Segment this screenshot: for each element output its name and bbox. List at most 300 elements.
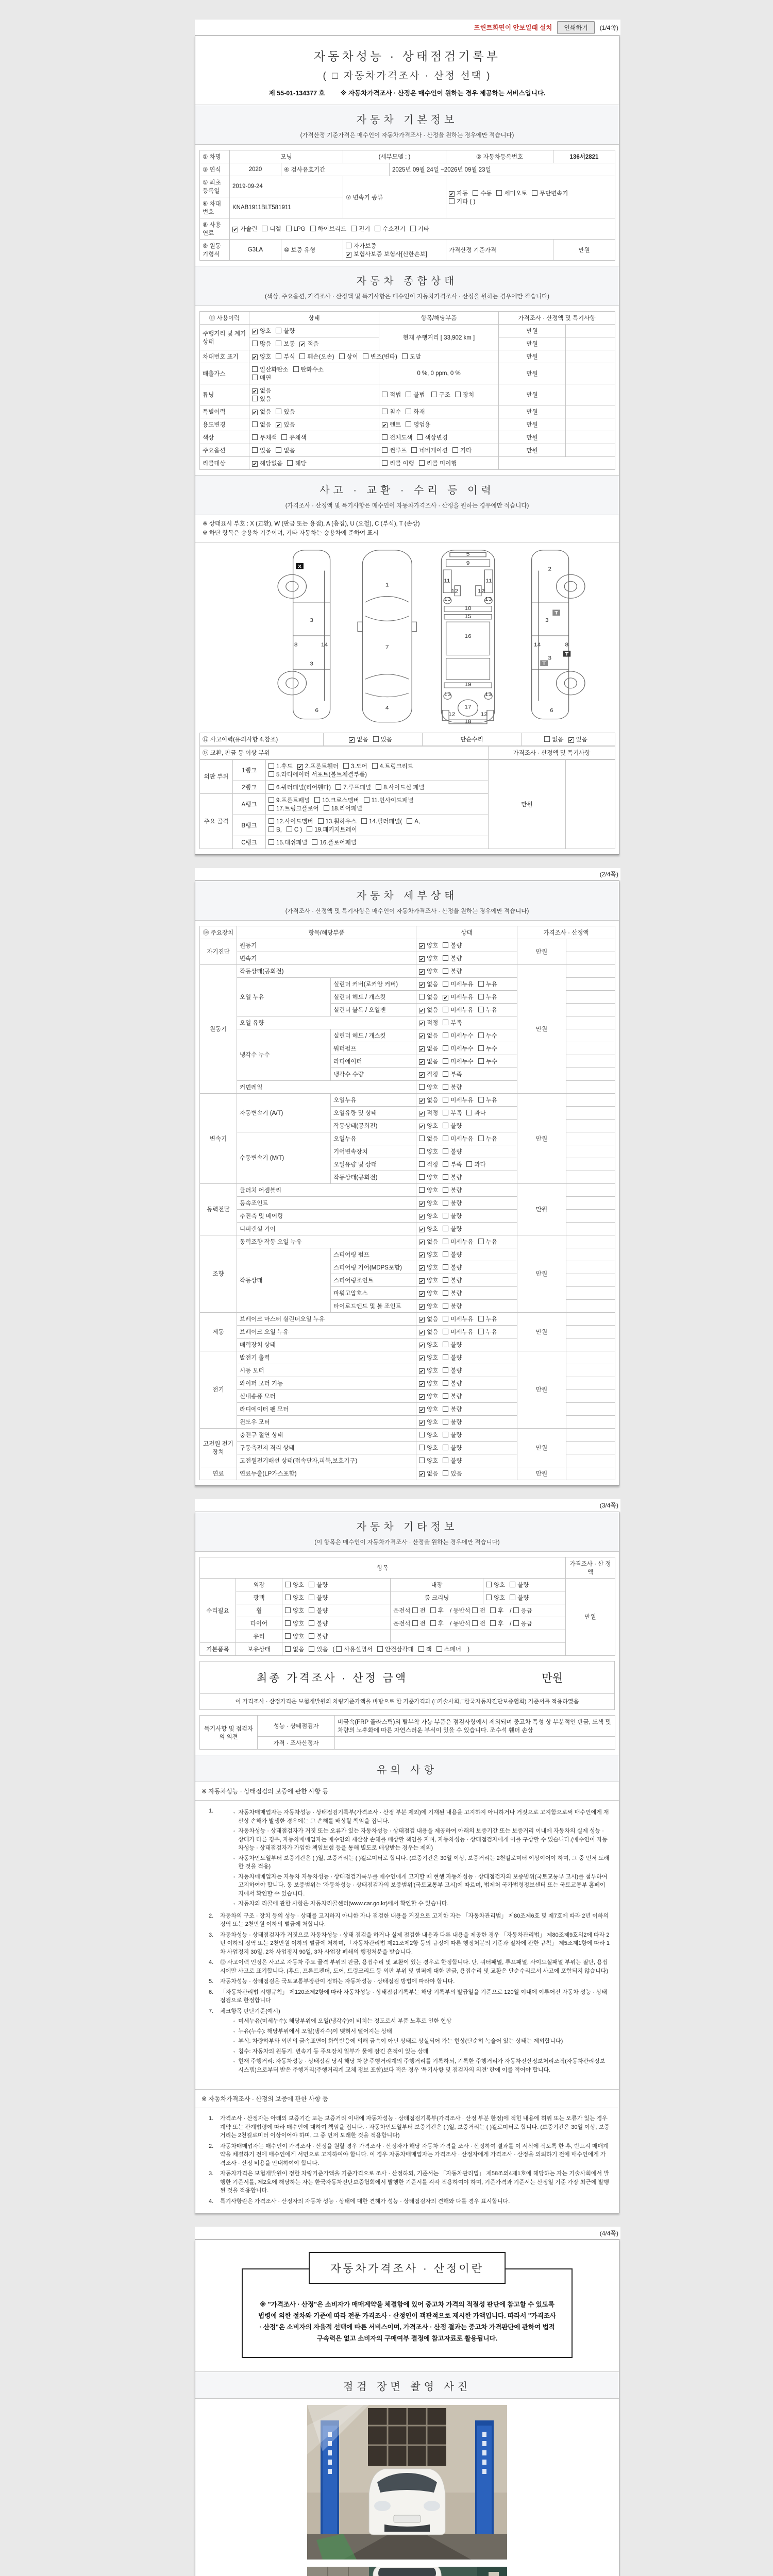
checkbox[interactable] — [466, 1110, 472, 1115]
panel-rank-table — [199, 759, 615, 849]
cell: 만원 — [517, 964, 566, 1093]
cell — [566, 1415, 615, 1428]
install-hint[interactable]: 프린트화면이 안보일때 설치 — [474, 24, 552, 31]
cell: 배력장치 상태 — [237, 1338, 416, 1351]
checkbox[interactable] — [309, 1646, 314, 1652]
checkbox[interactable] — [443, 1458, 448, 1463]
checkbox[interactable] — [443, 1045, 448, 1051]
checkbox[interactable] — [419, 1148, 425, 1154]
checkbox[interactable] — [419, 1317, 425, 1323]
checkbox[interactable] — [382, 460, 388, 466]
checkbox[interactable] — [418, 1646, 424, 1652]
checkbox[interactable] — [268, 818, 274, 824]
checkbox[interactable] — [478, 1058, 484, 1064]
checkbox[interactable] — [364, 797, 369, 803]
cell: 2020 — [230, 163, 281, 176]
cell: 오일누유 — [331, 1093, 416, 1106]
checkbox[interactable] — [544, 736, 550, 742]
checkbox[interactable] — [285, 1633, 291, 1639]
checkbox[interactable] — [382, 447, 388, 453]
checkbox[interactable] — [443, 1032, 448, 1038]
diagram-number: 5 — [466, 551, 470, 557]
cell — [566, 964, 615, 977]
checkbox[interactable] — [419, 1407, 425, 1413]
checkbox[interactable] — [346, 243, 351, 248]
cell: 룸 크리닝 — [391, 1591, 483, 1604]
checkbox[interactable] — [419, 1174, 425, 1180]
checkbox[interactable] — [363, 353, 368, 359]
checkbox[interactable] — [373, 736, 379, 742]
checkbox[interactable] — [377, 1646, 383, 1652]
checkbox[interactable] — [419, 1033, 425, 1039]
checkbox[interactable] — [410, 226, 416, 231]
svg-text:T: T — [542, 661, 546, 667]
checkbox[interactable] — [478, 1329, 484, 1334]
page-marker-1: (1/4쪽) — [599, 24, 618, 31]
checkbox[interactable] — [478, 1007, 484, 1012]
price-survey-title: 자동차가격조사 · 산정이란 — [309, 2252, 506, 2284]
checkbox[interactable] — [443, 995, 448, 1001]
checkbox[interactable] — [568, 737, 574, 743]
checkbox[interactable] — [443, 1020, 448, 1025]
checkbox[interactable] — [443, 955, 448, 961]
diagram-number: 11 — [485, 578, 492, 584]
checkbox[interactable] — [443, 1470, 448, 1476]
cell — [566, 1286, 615, 1299]
checkbox[interactable] — [478, 1239, 484, 1244]
checkbox[interactable] — [268, 763, 274, 769]
cell: ⑧ 사용 연료 — [200, 218, 230, 240]
cell: 디퍼렌셜 기어 — [237, 1222, 416, 1235]
checkbox[interactable] — [419, 1471, 425, 1477]
checkbox[interactable] — [268, 784, 274, 790]
checkbox[interactable] — [419, 1059, 425, 1065]
cell: ✔ 양호 불량 — [416, 964, 517, 977]
checkbox[interactable] — [309, 1595, 314, 1600]
checkbox[interactable] — [309, 1633, 314, 1639]
checkbox[interactable] — [307, 826, 312, 832]
cell — [499, 457, 615, 470]
checkbox[interactable] — [309, 1582, 314, 1587]
doc-number: 제 55-01-134377 호 — [268, 90, 325, 97]
checkbox[interactable] — [252, 354, 258, 360]
cell: ✔ 양호 불량 — [416, 1222, 517, 1235]
cell: ① 차명 — [200, 150, 230, 163]
cell: 라디에이터 — [331, 1055, 416, 1067]
diagram-number: 7 — [385, 644, 389, 650]
checkbox[interactable] — [372, 763, 378, 769]
checkbox[interactable] — [478, 1032, 484, 1038]
checkbox[interactable] — [287, 826, 292, 832]
page-4 — [195, 2239, 619, 2576]
checkbox[interactable] — [486, 1595, 492, 1600]
checkbox[interactable] — [412, 1607, 418, 1613]
checkbox[interactable] — [452, 447, 458, 453]
cell — [566, 1106, 615, 1119]
cell: ✔ 양호 불량 — [416, 1119, 517, 1132]
checkbox[interactable] — [443, 1354, 448, 1360]
checkbox[interactable] — [276, 328, 281, 333]
checkbox[interactable] — [276, 353, 281, 359]
checkbox[interactable] — [419, 1265, 425, 1271]
checkbox[interactable] — [443, 1303, 448, 1309]
checkbox[interactable] — [402, 353, 408, 359]
cell — [566, 444, 615, 457]
cell: 오일 누유 — [237, 977, 331, 1016]
checkbox[interactable] — [419, 969, 425, 975]
checkbox[interactable] — [478, 994, 484, 999]
cell — [566, 431, 615, 444]
checkbox[interactable] — [232, 227, 238, 232]
checkbox[interactable] — [276, 341, 281, 346]
checkbox[interactable] — [339, 353, 345, 359]
cell: ✔ 양호 불량 — [416, 1338, 517, 1351]
checkbox[interactable] — [335, 784, 341, 790]
notice-item: 2. 자동차의 구조 · 장치 등의 성능 · 상태를 고지하지 아니한 자나 점검한 내용을 거짓으로 고지한 자는 「자동차관리법」 제80조제6호 및 제7호에 따라 2년 이하의 징역 또는 2천만원 이하의 벌금에 처합니다. — [209, 1912, 609, 1928]
notice-item: 4. 특기사항란은 가격조사 · 산정자의 자동차 성능 · 상태에 대한 견해가 성능 · 상태점검자의 견해와 다를 경우 표시합니다. — [209, 2198, 510, 2205]
checkbox[interactable] — [312, 839, 317, 845]
checkbox[interactable] — [478, 1136, 484, 1141]
comprehensive-state-table — [199, 311, 615, 470]
checkbox[interactable] — [343, 763, 349, 769]
checkbox[interactable] — [430, 1607, 436, 1613]
cell — [566, 1132, 615, 1145]
checkbox[interactable] — [443, 1329, 448, 1334]
checkbox[interactable] — [443, 1174, 448, 1180]
checkbox[interactable] — [443, 1367, 448, 1373]
checkbox[interactable] — [419, 1098, 425, 1104]
checkbox[interactable] — [252, 396, 258, 401]
checkbox[interactable] — [419, 1343, 425, 1348]
cell: 양호 불량 — [282, 1630, 391, 1642]
checkbox[interactable] — [419, 1201, 425, 1207]
diagram-number: 12 — [480, 711, 488, 717]
cell: 없음 미세누유 누유 — [416, 1132, 517, 1145]
checkbox[interactable] — [419, 1072, 425, 1078]
checkbox[interactable] — [419, 943, 425, 949]
checkbox[interactable] — [430, 1620, 436, 1626]
checkbox[interactable] — [419, 1330, 425, 1335]
cell: 브레이크 오일 누유 — [237, 1325, 416, 1338]
cell — [566, 1209, 615, 1222]
checkbox[interactable] — [268, 839, 274, 845]
checkbox[interactable] — [252, 366, 258, 372]
checkbox[interactable] — [466, 1161, 472, 1167]
checkbox[interactable] — [419, 460, 425, 466]
checkbox[interactable] — [285, 1582, 291, 1587]
cell — [566, 1080, 615, 1093]
checkbox[interactable] — [419, 1420, 425, 1426]
checkbox[interactable] — [443, 1277, 448, 1283]
checkbox[interactable] — [443, 1393, 448, 1399]
notice-item: 2. 자동차매매업자는 매수인이 가격조사 · 산정을 원할 경우 가격조사 · 산정자가 해당 자동차 가격을 조사 · 산정하여 결과를 이 서식에 적도록 한 후, 반드시 매매계약을 체결하기 전에 매수인에게 서면으로 고지하여야 합니다. 이 경우 자동차매매업자는 가격조사 · 산정자에게 가격조사 · 산정을 의뢰하기 전에 매수인에게 가격조사 · 산정 비용을 안내하여야 합니다. — [209, 2143, 609, 2166]
checkbox[interactable] — [252, 410, 258, 415]
checkbox[interactable] — [406, 392, 411, 397]
checkbox[interactable] — [252, 461, 258, 467]
checkbox[interactable] — [309, 1620, 314, 1626]
cell: ✔ 적정 부족 — [416, 1016, 517, 1029]
checkbox[interactable] — [419, 1304, 425, 1310]
checkbox[interactable] — [419, 1291, 425, 1297]
checkbox[interactable] — [443, 1071, 448, 1077]
checkbox[interactable] — [436, 1646, 442, 1652]
cell: 동력조향 작동 오일 누유 — [237, 1235, 416, 1248]
diagram-number: 17 — [464, 704, 472, 710]
checkbox[interactable] — [472, 1620, 478, 1626]
diagram-number: 15 — [464, 614, 472, 620]
checkbox[interactable] — [314, 797, 320, 803]
checkbox[interactable] — [412, 1620, 418, 1626]
checkbox[interactable] — [411, 447, 417, 453]
checkbox[interactable] — [252, 434, 258, 440]
checkbox[interactable] — [419, 1136, 425, 1141]
cell: ✔ 양호 불량 — [416, 1389, 517, 1402]
checkbox[interactable] — [443, 1136, 448, 1141]
checkbox[interactable] — [443, 1419, 448, 1425]
photo-rear-view — [307, 2567, 507, 2576]
checkbox[interactable] — [478, 1316, 484, 1321]
cell: 만원 — [499, 350, 566, 363]
checkbox[interactable] — [513, 1620, 519, 1626]
notice-item: 3. 자동차성능 · 상태점검자가 거짓으로 자동차성능 · 상태 점검을 하거나 실제 점검한 내용과 다른 내용을 제공한 경우 「자동차관리법」 제80조제9호의2에 따라 2년 이하의 징역 또는 2천만원 이하의 벌금에 처하며, 「자동차관리법 제21조제2항 등의 규정에 따른 행정처분의 기준과 절차에 관한 규칙」 제5조제1항에 따라 1차 사업정지 30일, 2차 사업정지 90일, 3차 사업장 폐쇄의 행정처분을 받습니다. — [209, 1931, 610, 1955]
checkbox[interactable] — [376, 784, 381, 790]
checkbox[interactable] — [443, 981, 448, 987]
detail-state-table — [199, 926, 615, 1480]
checkbox[interactable] — [419, 956, 425, 962]
diagram-number: 3 — [310, 617, 313, 623]
cell: 제동 — [200, 1312, 237, 1351]
cell: ⑬ 교환, 판금 등 이상 부위 — [200, 746, 489, 759]
diagram-number: 2 — [548, 566, 552, 572]
checkbox[interactable] — [276, 409, 281, 414]
checkbox[interactable] — [443, 1213, 448, 1218]
checkbox[interactable] — [382, 434, 388, 440]
checkbox[interactable] — [419, 1161, 425, 1167]
checkbox[interactable] — [276, 447, 281, 453]
checkbox[interactable] — [281, 434, 287, 440]
checkbox[interactable] — [496, 190, 502, 196]
checkbox[interactable] — [419, 1458, 425, 1463]
checkbox[interactable] — [478, 981, 484, 987]
cell: 6.쿼터패널(리어휀다) 7.루프패널 8.사이드실 패널 — [266, 781, 489, 793]
cell: 양호 불량 — [416, 1171, 517, 1183]
checkbox[interactable] — [443, 1406, 448, 1412]
checkbox[interactable] — [443, 1445, 448, 1450]
cell: 만원 — [517, 1183, 566, 1235]
checkbox[interactable] — [443, 1239, 448, 1244]
checkbox[interactable] — [349, 737, 355, 743]
cell: 운전석 전 후 / 동반석 전 후 / 응급 — [391, 1604, 566, 1617]
checkbox[interactable] — [490, 1607, 496, 1613]
page-2 — [195, 880, 619, 1486]
checkbox[interactable] — [252, 341, 258, 346]
cell: ✔ 양호 불량 — [416, 1286, 517, 1299]
checkbox[interactable] — [478, 1045, 484, 1051]
checkbox[interactable] — [299, 353, 305, 359]
checkbox[interactable] — [443, 1187, 448, 1193]
checkbox[interactable] — [510, 1595, 515, 1600]
checkbox[interactable] — [419, 1368, 425, 1374]
cell: ✔없음 있음 — [249, 384, 379, 405]
cell: 양호 불량 — [282, 1604, 391, 1617]
cell: 기어변속장치 — [331, 1145, 416, 1158]
checkbox[interactable] — [382, 409, 388, 414]
checkbox[interactable] — [443, 1148, 448, 1154]
checkbox[interactable] — [443, 1058, 448, 1064]
diagram-number: 13 — [485, 691, 492, 698]
cell: 실린더 헤드 / 개스킷 — [331, 1029, 416, 1042]
checkbox[interactable] — [443, 1084, 448, 1090]
cell — [566, 1274, 615, 1286]
checkbox[interactable] — [346, 252, 351, 258]
cell: 주요옵션 — [200, 444, 249, 457]
checkbox[interactable] — [419, 1214, 425, 1219]
section-photo-title: 점검 장면 촬영 사진 — [343, 2381, 472, 2393]
accident-legend: ※ 상태표시 부호 : X (교환), W (판금 또는 용접), A (흠집), U (요철), C (부식), T (손상) ※ 하단 항목은 승용차 기준이며, 기타 자동차는 승용차에 준하여 표시 — [195, 515, 619, 543]
checkbox[interactable] — [336, 1646, 342, 1652]
checkbox[interactable] — [419, 1240, 425, 1245]
checkbox[interactable] — [297, 764, 303, 770]
cell: 만원 — [566, 1578, 615, 1655]
checkbox[interactable] — [419, 1381, 425, 1387]
checkbox[interactable] — [252, 375, 258, 380]
checkbox[interactable] — [252, 388, 258, 394]
checkbox[interactable] — [419, 1084, 425, 1090]
checkbox[interactable] — [443, 1290, 448, 1296]
checkbox[interactable] — [419, 1046, 425, 1052]
checkbox[interactable] — [252, 447, 258, 453]
checkbox[interactable] — [318, 818, 324, 824]
checkbox[interactable] — [449, 191, 455, 197]
cell — [566, 337, 615, 350]
checkbox[interactable] — [510, 1582, 515, 1587]
checkbox[interactable] — [419, 1021, 425, 1026]
checkbox[interactable] — [490, 1620, 496, 1626]
checkbox[interactable] — [252, 329, 258, 334]
checkbox[interactable] — [443, 1123, 448, 1128]
checkbox[interactable] — [443, 1316, 448, 1321]
cell: C랭크 — [233, 836, 266, 849]
checkbox[interactable] — [443, 1432, 448, 1437]
checkbox[interactable] — [443, 1251, 448, 1257]
checkbox[interactable] — [443, 1226, 448, 1231]
checkbox[interactable] — [472, 1607, 478, 1613]
checkbox[interactable] — [285, 1607, 291, 1613]
checkbox[interactable] — [443, 1200, 448, 1206]
checkbox[interactable] — [443, 1380, 448, 1386]
checkbox[interactable] — [443, 1007, 448, 1012]
cell: 휠 — [236, 1604, 282, 1617]
notice-item: 7. 체크항목 판단기준(예시) ◦ 미세누유(미세누수): 해당부위에 오일(냉각수)이 비치는 정도로서 부품 노후로 인한 현상 ◦ 누유(누수): 해당부위에서 오일(냉각수)이 맺혀서 떨어지는 상태 ◦ 부식: 차량하부와 외판의 금속표면이 화학반응에 의해 금속이 아닌 상태로 상실되어 가는 현상(단순히 녹슬어 있는 상태는 제외합니다) ◦ 침수: 자동차의 원동기, 변속기 등 주요장치 일부가 물에 잠긴 흔적이 있는 상태 ◦ 현재 주행거리: 자동차성능 · 상태점검 당시 해당 차량 주행거리계의 주행거리를 기록하되, 기록한 주행거리가 자동차전산정보처리조직(자동차관리정보시스템)으로부터 받은 주행거리(주행거리계 교체 정보 포함)보다 적은 경우 '특기사항 및 점검자의 의견' 란에 이를 적어야 합니다. — [209, 2007, 610, 2076]
checkbox[interactable] — [513, 1607, 519, 1613]
checkbox[interactable] — [382, 422, 388, 428]
checkbox[interactable] — [287, 460, 293, 466]
checkbox[interactable] — [268, 826, 274, 832]
checkbox[interactable] — [299, 342, 305, 347]
checkbox[interactable] — [419, 1124, 425, 1129]
print-button[interactable]: 인쇄하기 — [557, 21, 594, 34]
checkbox[interactable] — [443, 1161, 448, 1167]
checkbox[interactable] — [431, 392, 437, 397]
checkbox[interactable] — [419, 1008, 425, 1013]
checkbox[interactable] — [419, 1355, 425, 1361]
cell: 워터펌프 — [331, 1042, 416, 1055]
checkbox[interactable] — [276, 422, 281, 428]
checkbox[interactable] — [449, 198, 455, 204]
checkbox[interactable] — [268, 805, 274, 811]
checkbox[interactable] — [443, 1342, 448, 1347]
checkbox[interactable] — [419, 1432, 425, 1437]
cell — [566, 1145, 615, 1158]
checkbox[interactable] — [473, 190, 478, 196]
checkbox[interactable] — [419, 1445, 425, 1450]
checkbox[interactable] — [443, 1264, 448, 1270]
cell: 9.프론트패널 10.크로스멤버 11.인사이드패널 17.트렁크플로어 18.리어패널 — [266, 793, 489, 815]
checkbox[interactable] — [406, 421, 411, 427]
checkbox[interactable] — [419, 1111, 425, 1116]
checkbox[interactable] — [310, 226, 316, 231]
checkbox[interactable] — [419, 1252, 425, 1258]
checkbox[interactable] — [351, 226, 357, 231]
checkbox[interactable] — [324, 805, 329, 811]
cell: ✔ 양호 불량 — [416, 1402, 517, 1415]
checkbox[interactable] — [286, 226, 292, 231]
cell — [566, 1338, 615, 1351]
checkbox[interactable] — [406, 409, 411, 414]
checkbox[interactable] — [419, 1278, 425, 1284]
cell: 특기사항 및 점검자의 의견 — [200, 1716, 258, 1750]
checkbox[interactable] — [532, 190, 537, 196]
checkbox[interactable] — [382, 392, 388, 397]
checkbox[interactable] — [417, 434, 423, 440]
checkbox[interactable] — [419, 1187, 425, 1193]
checkbox[interactable] — [309, 1607, 314, 1613]
checkbox[interactable] — [486, 1582, 492, 1587]
checkbox[interactable] — [268, 797, 274, 803]
checkbox[interactable] — [407, 818, 412, 824]
cell: 항목/해당부품 — [379, 312, 499, 325]
price-survey-text: ※ "가격조사 · 산정"은 소비자가 매매계약을 체결함에 있어 중고차 가격의 적절성 판단에 참고할 수 있도록 법령에 의한 절차와 기준에 따라 전문 가격조사 · 산정인이 객관적으로 제시한 가액입니다. 따라서 "가격조사 · 산정"은 소비자의 자율적 선택에 따른 서비스이며, 가격조사 · 산정 결과는 중고차 가격판단에 관하여 법적 구속력은 없고 소비자의 구매여부 결정에 참고자료로 활용됩니다. — [258, 2301, 556, 2342]
checkbox[interactable] — [443, 1097, 448, 1103]
cell: 만원 — [517, 1235, 566, 1312]
checkbox[interactable] — [443, 968, 448, 974]
diagram-number: 10 — [464, 605, 472, 612]
checkbox[interactable] — [268, 771, 274, 777]
checkbox[interactable] — [455, 392, 461, 397]
checkbox[interactable] — [375, 226, 380, 231]
checkbox[interactable] — [361, 818, 367, 824]
checkbox[interactable] — [478, 1097, 484, 1103]
cell: 무채색 유채색 — [249, 431, 379, 444]
cell: 냉각수 수량 — [331, 1067, 416, 1080]
cell: 수동변속기 (M/T) — [237, 1132, 331, 1183]
checkbox[interactable] — [285, 1620, 291, 1626]
checkbox[interactable] — [419, 1394, 425, 1400]
cell: 주요 골격 — [200, 793, 233, 849]
cell: 실린더 헤드 / 개스킷 — [331, 990, 416, 1003]
checkbox[interactable] — [262, 226, 267, 231]
checkbox[interactable] — [285, 1595, 291, 1600]
checkbox[interactable] — [252, 421, 258, 427]
checkbox[interactable] — [419, 982, 425, 988]
checkbox[interactable] — [443, 942, 448, 948]
checkbox[interactable] — [293, 366, 299, 372]
checkbox[interactable] — [443, 1110, 448, 1115]
checkbox[interactable] — [419, 994, 425, 999]
checkbox[interactable] — [285, 1646, 291, 1652]
cell: 만원 — [517, 939, 566, 964]
checkbox[interactable] — [419, 1227, 425, 1232]
